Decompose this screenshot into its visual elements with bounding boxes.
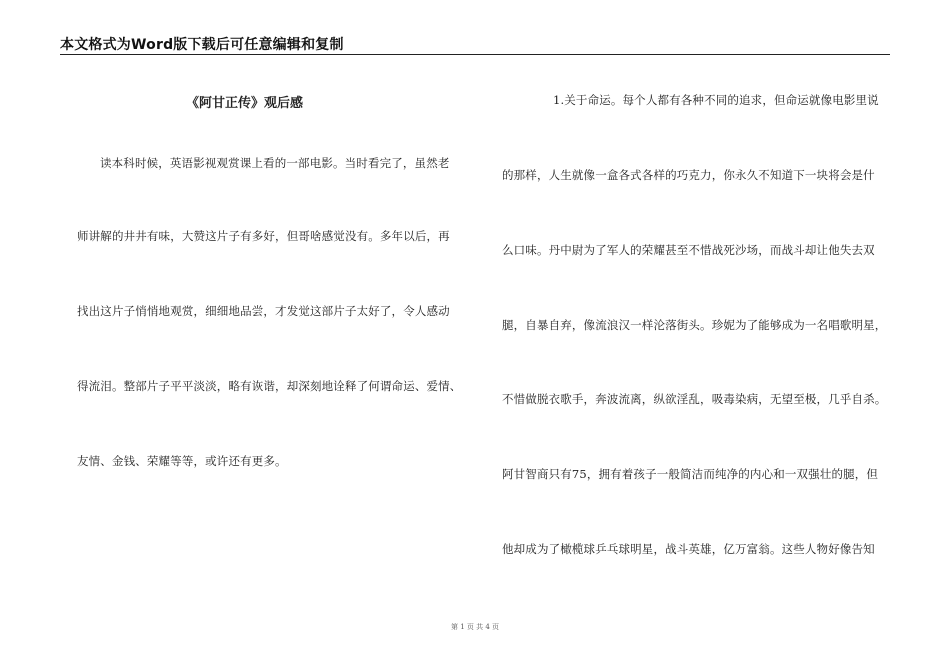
left-line-1: 读本科时候，英语影视观赏课上看的一部电影。当时看完了，虽然老	[100, 156, 450, 170]
left-line-4: 得流泪。整部片子平平淡淡，略有诙谐，却深刻地诠释了何谓命运、爱情、	[77, 379, 462, 393]
right-line-5: 不惜做脱衣歌手，奔波流离，纵欲淫乱，吸毒染病，无望至极，几乎自杀。	[502, 392, 887, 406]
left-line-5: 友情、金钱、荣耀等等，或许还有更多。	[77, 454, 287, 468]
left-line-3: 找出这片子悄悄地观赏，细细地品尝，才发觉这部片子太好了，令人感动	[77, 304, 450, 318]
document-title: 《阿甘正传》观后感	[186, 96, 304, 111]
header-text: 本文格式为Word版下载后可任意编辑和复制	[60, 37, 344, 53]
left-line-2: 师讲解的井井有味，大赞这片子有多好，但哥啥感觉没有。多年以后，再	[77, 229, 450, 243]
right-line-1: 1.关于命运。每个人都有各种不同的追求，但命运就像电影里说	[553, 93, 879, 107]
right-line-6: 阿甘智商只有75，拥有着孩子一般简洁而纯净的内心和一双强壮的腿，但	[502, 467, 879, 481]
right-line-2: 的那样，人生就像一盒各式各样的巧克力，你永久不知道下一块将会是什	[502, 168, 875, 182]
right-line-4: 腿，自暴自弃，像流浪汉一样沦落街头。珍妮为了能够成为一名唱歌明星，	[502, 318, 887, 332]
right-line-3: 么口味。丹中尉为了军人的荣耀甚至不惜战死沙场，而战斗却让他失去双	[502, 243, 875, 257]
page-number: 第 1 页 共 4 页	[450, 623, 500, 631]
page-header	[60, 34, 890, 55]
right-line-7: 他却成为了橄榄球乒乓球明星，战斗英雄，亿万富翁。这些人物好像告知	[502, 542, 875, 556]
